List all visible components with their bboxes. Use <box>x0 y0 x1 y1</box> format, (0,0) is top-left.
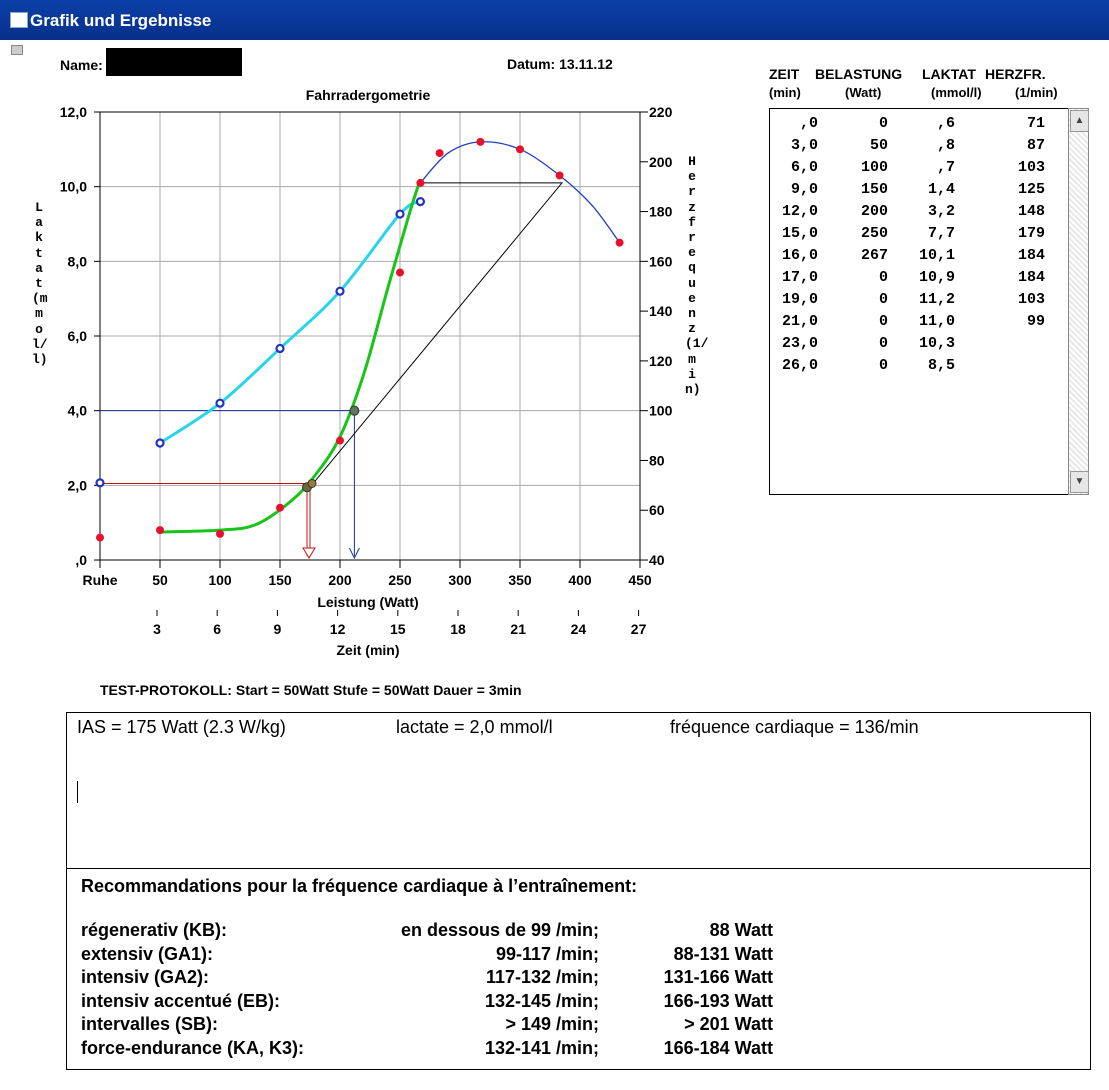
table-unit-mmol: (mmol/l) <box>931 85 982 100</box>
recommendations-box <box>66 868 1091 1070</box>
recommendation-row <box>67 1014 1090 1037</box>
right-tick-label: 60 <box>649 502 665 519</box>
lactate-point <box>216 530 224 538</box>
table-row[interactable] <box>770 181 1064 203</box>
table-cell: 11,0 <box>918 313 955 330</box>
table-cell: 150 <box>860 181 888 198</box>
zone-watt: 88 Watt <box>709 920 773 940</box>
left-tick-label: 12,0 <box>59 104 87 120</box>
table-row[interactable] <box>770 225 1064 247</box>
name-label: Name: <box>60 57 103 73</box>
right-tick-label: 160 <box>649 253 673 270</box>
heart-rate-text: fréquence cardiaque = 136/min <box>670 717 919 737</box>
table-cell: 12,0 <box>781 203 818 220</box>
left-tick-label: 6,0 <box>67 328 87 345</box>
left-tick-label: ,0 <box>75 552 87 569</box>
watt-tick-label: 100 <box>208 572 232 588</box>
table-row[interactable] <box>770 357 1064 379</box>
results-scrollbar[interactable] <box>1068 108 1089 495</box>
table-cell: 0 <box>878 357 888 374</box>
table-header-zeit: ZEIT <box>769 66 800 82</box>
table-cell: 103 <box>1017 159 1045 176</box>
text-caret <box>77 781 78 803</box>
table-cell: 184 <box>1017 247 1045 264</box>
zone-watt: 166-184 Watt <box>663 1037 773 1058</box>
left-tick-label: 2,0 <box>67 477 87 494</box>
time-tick-label: 21 <box>510 621 526 637</box>
table-cell: 3,2 <box>927 203 955 220</box>
table-cell: 0 <box>878 335 888 352</box>
recommendation-row <box>67 991 1090 1014</box>
table-cell: 23,0 <box>781 335 818 352</box>
table-cell: 0 <box>878 269 888 286</box>
recommendation-row <box>67 920 1090 943</box>
heart-rate-point <box>217 400 224 407</box>
watt-tick-label: 350 <box>508 572 532 588</box>
watt-tick-label: 200 <box>328 572 352 588</box>
table-cell: 0 <box>878 313 888 330</box>
table-cell: 16,0 <box>781 247 818 264</box>
heart-rate-point <box>417 198 424 205</box>
recommendation-row <box>67 1038 1090 1061</box>
zone-heart-rate: 132-141 /min; <box>484 1037 599 1058</box>
table-cell: ,8 <box>936 137 955 154</box>
table-row[interactable] <box>770 247 1064 269</box>
time-axis-label: Zeit (min) <box>336 642 400 658</box>
right-tick-label: 40 <box>649 552 665 569</box>
watt-tick-label: 450 <box>628 572 652 588</box>
table-cell: 9,0 <box>790 181 818 198</box>
watt-tick-label: 400 <box>568 572 592 588</box>
recommendation-row <box>67 944 1090 967</box>
recommendation-row <box>67 967 1090 990</box>
table-cell: 17,0 <box>781 269 818 286</box>
scroll-up-icon[interactable]: ▲ <box>1070 110 1089 132</box>
time-tick-label: 18 <box>450 621 466 637</box>
x-axis-label: Leistung (Watt) <box>317 594 419 610</box>
datum-label: Datum: 13.11.12 <box>507 56 613 72</box>
table-cell: 15,0 <box>781 225 818 242</box>
right-tick-label: 120 <box>649 352 673 369</box>
lactate-point <box>556 171 564 179</box>
ias-text: IAS = 175 Watt (2.3 W/kg) <box>77 717 286 737</box>
table-cell: 7,7 <box>927 225 955 242</box>
table-cell: 103 <box>1017 291 1045 308</box>
table-cell: 71 <box>1026 115 1045 132</box>
ias-marker-2 <box>308 479 316 487</box>
recommendations-title: Recommandations pour la fréquence cardiaque à l’entraînement: <box>81 876 638 896</box>
watt-tick-label: 50 <box>152 572 168 588</box>
zone-watt: 88-131 Watt <box>673 943 773 964</box>
table-row[interactable] <box>770 313 1064 335</box>
table-row[interactable] <box>770 269 1064 291</box>
table-cell: 100 <box>860 159 888 176</box>
zone-name: intensiv accentué (EB): <box>81 990 281 1011</box>
lactate-point <box>436 149 444 157</box>
test-protocol: TEST-PROTOKOLL: Start = 50Watt Stufe = 50Watt Dauer = 3min <box>100 682 522 698</box>
left-tick-label: 8,0 <box>67 253 87 270</box>
table-cell: 8,5 <box>927 357 955 374</box>
table-cell: 3,0 <box>790 137 818 154</box>
table-header-belastung: BELASTUNG <box>815 66 903 82</box>
watt-tick-label: 250 <box>388 572 412 588</box>
lactate-point <box>516 145 524 153</box>
window-title: Grafik und Ergebnisse <box>30 11 212 30</box>
zone-name: intensiv (GA2): <box>81 967 210 987</box>
zone-heart-rate: > 149 /min; <box>505 1014 599 1034</box>
tangent-construction-line <box>310 183 562 487</box>
watt-tick-label: 300 <box>448 572 472 588</box>
right-axis-label: Herzfrequenz (1/min) <box>685 154 709 398</box>
zone-name: force-endurance (KA, K3): <box>81 1037 305 1058</box>
lactate-point <box>476 138 484 146</box>
table-cell: 148 <box>1017 203 1045 220</box>
table-cell: 99 <box>1026 313 1045 330</box>
left-tick-label: 4,0 <box>67 402 87 419</box>
right-tick-label: 80 <box>649 452 665 469</box>
lactate-point <box>276 504 284 512</box>
time-tick-label: 12 <box>329 621 346 637</box>
zone-watt: 166-193 Watt <box>663 990 773 1011</box>
lactate-point <box>336 437 344 445</box>
table-cell: 10,3 <box>918 335 955 352</box>
right-tick-label: 220 <box>649 104 673 120</box>
left-axis-label: Laktat (mmol/l) <box>32 200 48 368</box>
watt-tick-label: 150 <box>268 572 292 588</box>
heart-rate-point <box>277 345 284 352</box>
lactate-point <box>616 239 624 247</box>
table-cell: 0 <box>878 115 888 132</box>
zone-name: régenerativ (KB): <box>81 920 228 940</box>
table-cell: 10,9 <box>918 269 955 286</box>
zone-watt: 131-166 Watt <box>663 967 773 987</box>
scroll-down-icon[interactable]: ▼ <box>1070 471 1089 493</box>
zone-heart-rate: en dessous de 99 /min; <box>400 920 599 940</box>
zone-watt: > 201 Watt <box>684 1014 773 1034</box>
threshold-4mmol-marker <box>350 406 359 415</box>
chart-title: Fahrradergometrie <box>305 87 431 103</box>
table-unit-min: (min) <box>769 85 801 100</box>
lactate-point <box>96 534 104 542</box>
time-tick-label: 27 <box>630 621 647 637</box>
table-cell: 250 <box>860 225 888 242</box>
table-cell: 21,0 <box>781 313 818 330</box>
table-row[interactable] <box>770 291 1064 313</box>
table-cell: ,0 <box>799 115 818 132</box>
left-tick-label: 10,0 <box>59 178 87 195</box>
table-header-laktat: LAKTAT <box>922 66 976 82</box>
table-cell: 11,2 <box>918 291 955 308</box>
lactate-fit-curve <box>160 179 420 532</box>
heart-rate-point <box>337 288 344 295</box>
lactate-point <box>396 269 404 277</box>
heart-rate-point <box>97 479 104 486</box>
ias-arrow-icon <box>303 548 315 558</box>
table-unit-watt: (Watt) <box>845 85 882 100</box>
table-row[interactable] <box>770 115 1064 137</box>
table-cell: 184 <box>1017 269 1045 286</box>
table-unit-1min: (1/min) <box>1015 85 1058 100</box>
table-cell: 200 <box>860 203 888 220</box>
time-tick-label: 24 <box>570 621 587 637</box>
table-cell: 10,1 <box>918 247 955 264</box>
table-row[interactable] <box>770 137 1064 159</box>
ias-line <box>100 483 310 556</box>
time-tick-label: 3 <box>153 621 161 637</box>
watt-tick-label: Ruhe <box>82 572 118 588</box>
zone-heart-rate: 99-117 /min; <box>495 943 599 964</box>
zone-heart-rate: 117-132 /min; <box>485 967 599 987</box>
table-row[interactable] <box>770 159 1064 181</box>
table-cell: 125 <box>1017 181 1045 198</box>
time-tick-label: 6 <box>213 621 222 637</box>
table-cell: 26,0 <box>781 357 818 374</box>
right-tick-label: 180 <box>649 203 673 220</box>
table-cell: 87 <box>1026 137 1045 154</box>
heart-rate-point <box>157 440 164 447</box>
right-tick-label: 100 <box>649 402 673 419</box>
notes-textbox[interactable] <box>66 712 1091 869</box>
heart-rate-line <box>160 202 420 443</box>
zone-name: intervalles (SB): <box>81 1014 219 1034</box>
table-row[interactable] <box>770 335 1064 357</box>
table-cell: 267 <box>860 247 888 264</box>
lactate-point <box>156 526 164 534</box>
time-tick-label: 9 <box>273 621 282 637</box>
zone-name: extensiv (GA1): <box>81 943 214 964</box>
heart-rate-point <box>397 211 404 218</box>
table-row[interactable] <box>770 203 1064 225</box>
right-tick-label: 140 <box>649 303 673 320</box>
table-cell: ,7 <box>936 159 955 176</box>
time-tick-label: 15 <box>390 621 406 637</box>
zone-heart-rate: 132-145 /min; <box>484 990 599 1011</box>
table-cell: 19,0 <box>781 291 818 308</box>
table-cell: 6,0 <box>790 159 818 176</box>
right-tick-label: 200 <box>649 153 673 170</box>
lactate-text: lactate = 2,0 mmol/l <box>396 717 553 737</box>
table-cell: ,6 <box>936 115 955 132</box>
table-cell: 179 <box>1017 225 1045 242</box>
table-cell: 1,4 <box>927 181 955 198</box>
lactate-point <box>416 179 424 187</box>
table-header-herzfr: HERZFR. <box>985 66 1046 82</box>
table-cell: 0 <box>878 291 888 308</box>
table-cell: 50 <box>869 137 888 154</box>
results-list[interactable] <box>769 108 1069 495</box>
